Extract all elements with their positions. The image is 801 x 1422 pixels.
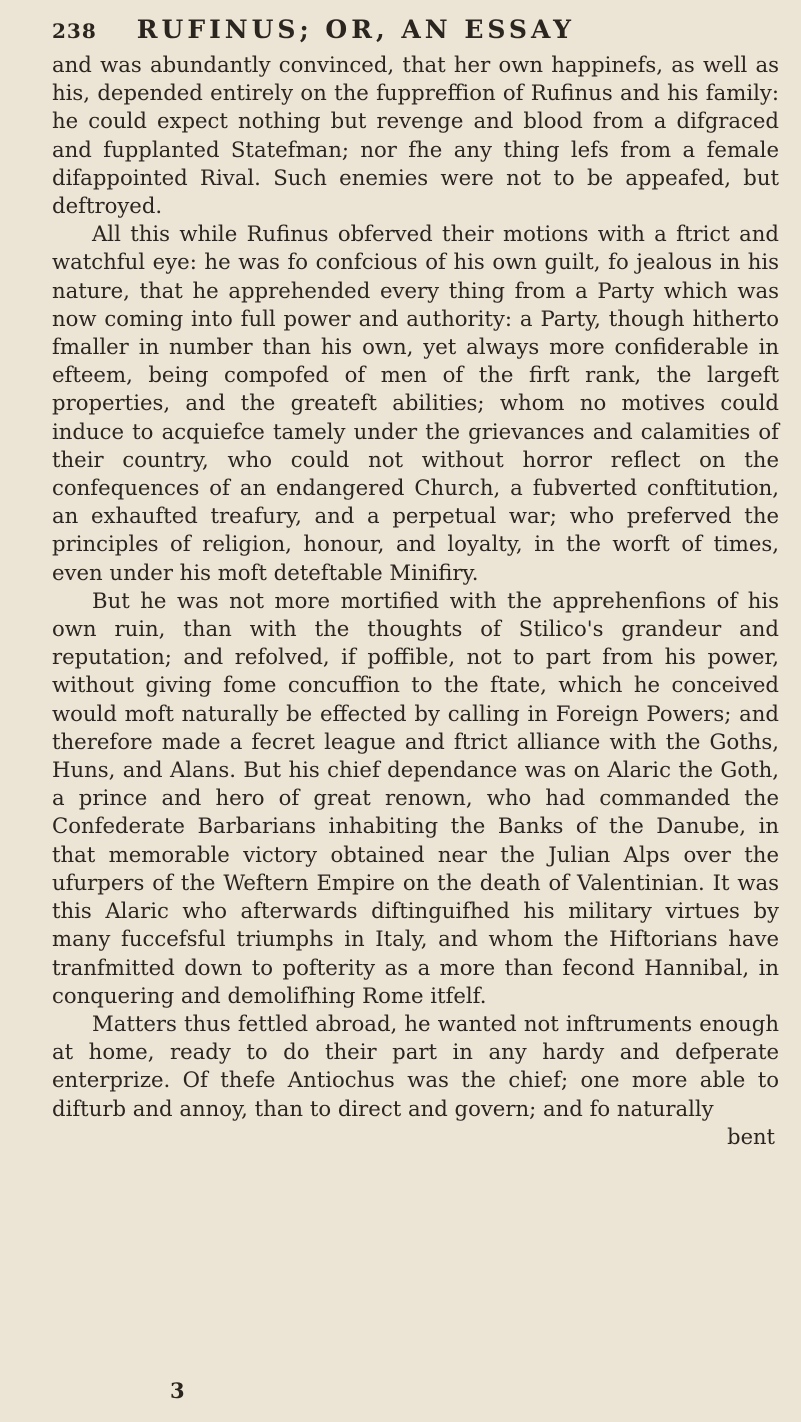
paragraph: All this while Rufinus obferved their motions with a ftrict and watchful eye: he was fo confcious of his own guilt, fo jealous in his nature, that he apprehended every thing from a Party which was now coming into full power and authority: a Party, though hitherto fmaller in number than his own, yet always more confiderable in efteem, being compofed of men of the firft rank, the largeft properties, and the greateft abilities; whom no motives could induce to acquiefce tamely under the grievances and calamities of their country, who could not without horror reflect on the confequences of an endangered Church, a fubverted conftitution, an exhaufted treafury, and a perpetual war; who preferved the principles of religion, honour, and loyalty, in the worft of times, even under his moft deteftable Minifiry. bbox=[52, 221, 779, 585]
running-header bbox=[52, 14, 779, 47]
body-text bbox=[52, 51, 779, 1123]
paragraph: But he was not more mortified with the apprehenfions of his own ruin, than with the thoughts of Stilico's grandeur and reputation; and refolved, if poffible, not to part from his power, without giving fome concuffion to the ftate, which he conceived would moft naturally be effected by calling in Foreign Powers; and therefore made a fecret league and ftrict alliance with the Goths, Huns, and Alans. But his chief dependance was on Alaric the Goth, a prince and hero of great renown, who had commanded the Confederate Barbarians inhabiting the Banks of the Danube, in that memorable victory obtained near the Julian Alps over the ufurpers of the Weftern Empire on the death of Valentinian. It was this Alaric who afterwards diftinguifhed his military virtues by many fuccefsful triumphs in Italy, and whom the Hiftorians have tranfmitted down to pofterity as a more than fecond Hannibal, in conquering and demolifhing Rome itfelf. bbox=[52, 587, 779, 1008]
signature-mark: 3 bbox=[170, 1378, 185, 1403]
paragraph: and was abundantly convinced, that her own happinefs, as well as his, depended entirely on the fuppreffion of Rufinus and his family: he could expect nothing but revenge and blood from a difgraced and fupplanted Statefman; nor fhe any thing lefs from a female difappointed Rival. Such enemies were not to be appeafed, but deftroyed. bbox=[52, 52, 779, 219]
running-title: RUFINUS; OR, AN ESSAY bbox=[136, 15, 575, 44]
page-number: 238 bbox=[52, 19, 97, 43]
paragraph: Matters thus fettled abroad, he wanted not inftruments enough at home, ready to do their part in any hardy and defperate enterprize. Of thefe Antiochus was the chief; one more able to difturb and annoy, than to direct and govern; and fo naturally bbox=[52, 1010, 779, 1121]
catchword: bent bbox=[727, 1124, 775, 1149]
